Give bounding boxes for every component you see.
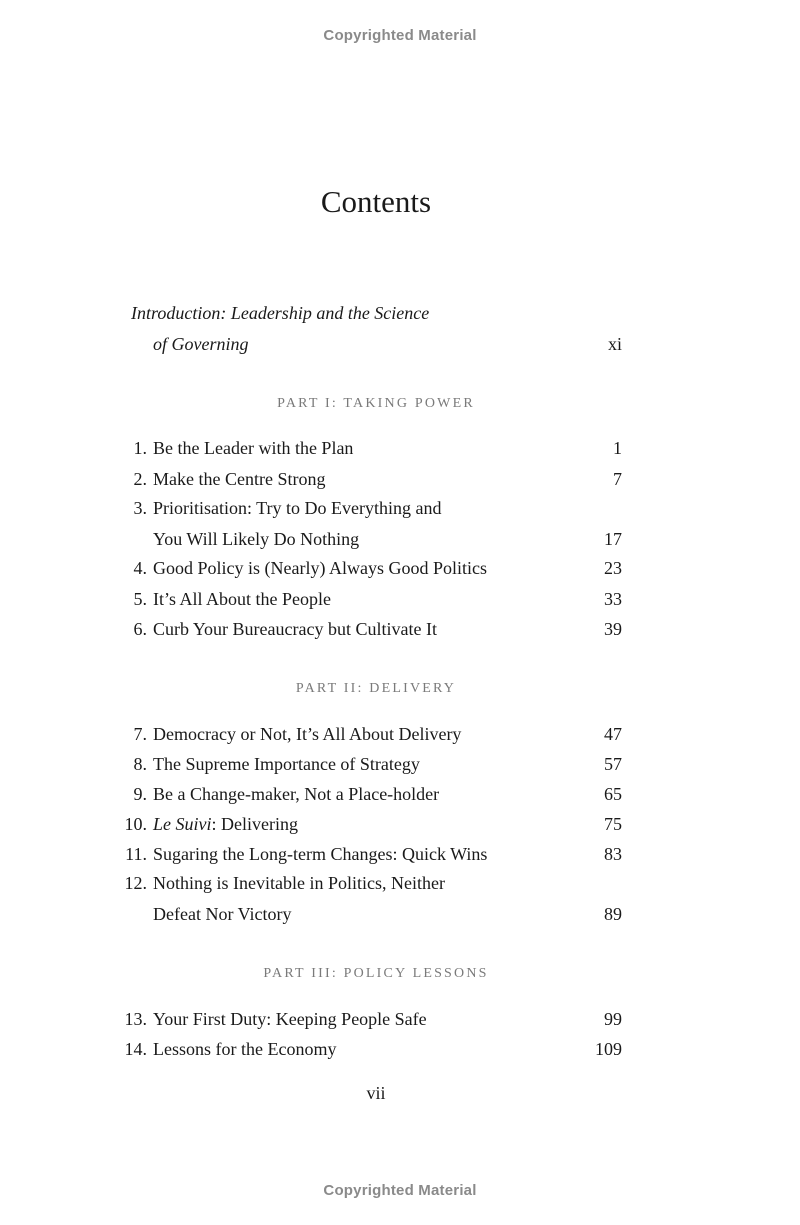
toc-entry-number: 13. xyxy=(124,1009,147,1029)
toc-entry-number: 9. xyxy=(133,784,147,804)
page-title: Contents xyxy=(320,184,432,219)
toc-entry-page: 83 xyxy=(604,844,622,864)
toc-entry-title: Your First Duty: Keeping People Safe xyxy=(153,1009,427,1029)
toc-introduction-line2: of Governing xyxy=(153,334,249,354)
toc-entry-number: 2. xyxy=(133,469,147,489)
toc-entry-number: 3. xyxy=(133,498,147,518)
toc-entry-title: Democracy or Not, It’s All About Delivery xyxy=(153,724,462,744)
toc-entry-page: 23 xyxy=(604,558,622,578)
toc-entry-page: 47 xyxy=(604,724,622,744)
toc-entry-title-italic: Le Suivi xyxy=(153,814,212,834)
toc-entry-title: Be the Leader with the Plan xyxy=(153,438,354,458)
part-heading-2: PART II: DELIVERY xyxy=(295,681,457,696)
toc-entry-number: 5. xyxy=(133,589,147,609)
toc-entry-title: Be a Change-maker, Not a Place-holder xyxy=(153,784,440,804)
toc-entry-number: 7. xyxy=(133,724,147,744)
toc-entry-number: 6. xyxy=(133,619,147,639)
part-heading-1: PART I: TAKING POWER xyxy=(277,396,475,411)
toc-entry-number: 10. xyxy=(124,814,147,834)
toc-entry-number: 11. xyxy=(125,844,147,864)
toc-entry-title: Prioritisation: Try to Do Everything and xyxy=(153,498,442,518)
toc-entry-page: 1 xyxy=(613,438,622,458)
part-heading-3: PART III: POLICY LESSONS xyxy=(263,966,489,981)
toc-entry-page: 17 xyxy=(604,529,622,549)
toc-entry-title: It’s All About the People xyxy=(153,589,331,609)
page-number: vii xyxy=(366,1083,386,1103)
toc-entry-page: 89 xyxy=(604,904,622,924)
toc-entry-title: Lessons for the Economy xyxy=(153,1039,337,1059)
toc-entry-page: 75 xyxy=(604,814,622,834)
toc-entry-title-rest: : Delivering xyxy=(211,814,298,834)
toc-entry-page: 65 xyxy=(604,784,622,804)
toc-entry-title xyxy=(153,813,298,835)
toc-entry-title: Make the Centre Strong xyxy=(153,469,326,489)
toc-entry-page: 57 xyxy=(604,754,622,774)
toc-entry-title: Good Policy is (Nearly) Always Good Politics xyxy=(153,558,487,578)
toc-introduction-line1: Introduction: Leadership and the Science xyxy=(131,303,430,323)
toc-entry-page: 99 xyxy=(604,1009,622,1029)
toc-entry-title-continued: You Will Likely Do Nothing xyxy=(153,529,360,549)
copyright-watermark-bottom: Copyrighted Material xyxy=(323,1182,477,1199)
toc-entry-page: 109 xyxy=(595,1039,622,1059)
toc-entry-title: Sugaring the Long-term Changes: Quick Wins xyxy=(153,844,488,864)
toc-entry-number: 4. xyxy=(133,558,147,578)
toc-entry-title: Curb Your Bureaucracy but Cultivate It xyxy=(153,619,437,639)
toc-entry-page: 39 xyxy=(604,619,622,639)
toc-entry-number: 1. xyxy=(133,438,147,458)
toc-entry-page: 7 xyxy=(613,469,622,489)
toc-entry-number: 14. xyxy=(124,1039,147,1059)
toc-entry-title: The Supreme Importance of Strategy xyxy=(153,754,420,774)
toc-entry-title-continued: Defeat Nor Victory xyxy=(153,904,292,924)
toc-introduction-page: xi xyxy=(607,334,622,354)
toc-entry-number: 12. xyxy=(124,873,147,893)
copyright-watermark-top: Copyrighted Material xyxy=(323,27,477,44)
toc-entry-page: 33 xyxy=(604,589,622,609)
toc-entry-number: 8. xyxy=(133,754,147,774)
toc-entry-title: Nothing is Inevitable in Politics, Neither xyxy=(153,873,445,893)
